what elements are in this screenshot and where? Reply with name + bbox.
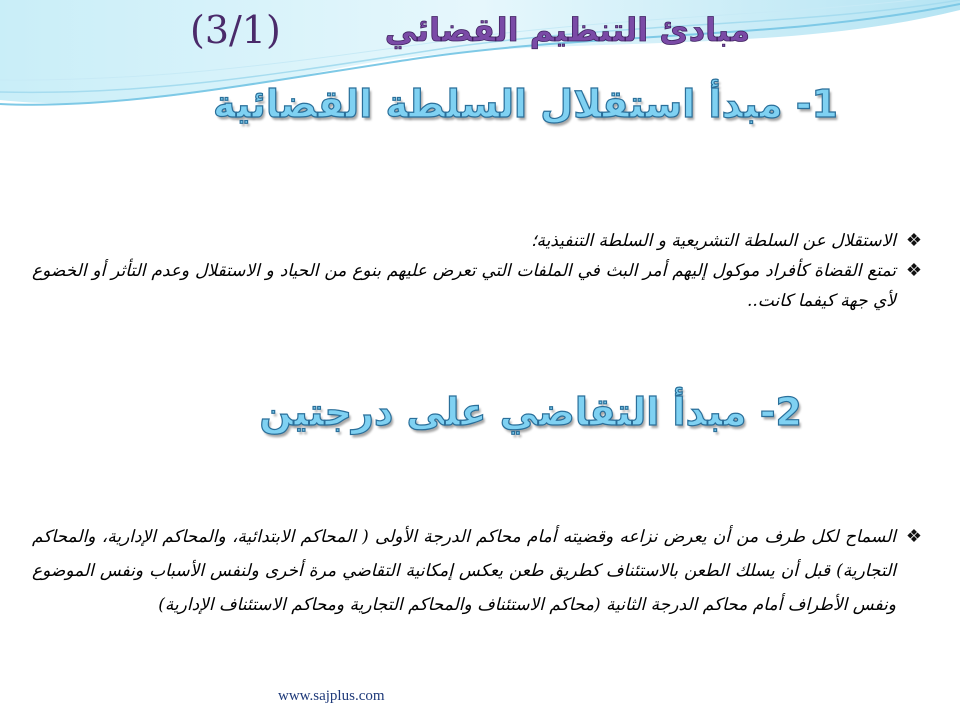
bullet-item [32, 226, 922, 256]
diamond-four-icon: ❖ [905, 526, 922, 547]
section-1-bullets [32, 226, 922, 316]
bullet-text: الاستقلال عن السلطة التشريعية و السلطة التنفيذية؛ [531, 231, 896, 251]
section-2-heading: 2- مبدأ التقاضي على درجتين [259, 390, 802, 434]
bullet-text: السماح لكل طرف من أن يعرض نزاعه وقضيته أمام محاكم الدرجة الأولى ( المحاكم الابتدائية، والمحاكم الإدارية، والمحاكم التجارية) قبل أن يسلك الطعن بالاستئناف كطريق طعن يعكس إمكانية التقاضي مرة أخرى ولنفس الأسباب ونفس الموضوع ونفس الأطراف أمام محاكم الدرجة الثانية (محاكم الاستئناف والمحاكم التجارية ومحاكم الاستئناف الإدارية) [32, 527, 896, 615]
diamond-four-icon: ❖ [905, 230, 922, 251]
section-2-bullets [32, 520, 922, 622]
slide-title [190, 4, 750, 56]
diamond-four-icon: ❖ [905, 260, 922, 281]
title-text: مبادئ التنظيم القضائي [384, 11, 750, 49]
bullet-item [32, 520, 922, 622]
title-number: (3/1) [190, 8, 281, 52]
bullet-text: تمتع القضاة كأفراد موكول إليهم أمر البث في الملفات التي تعرض عليهم بنوع من الحياد و الاستقلال وعدم التأثر أو الخضوع لأي جهة كيفما كانت.. [32, 261, 896, 311]
bullet-item [32, 256, 922, 316]
footer-url: www.sajplus.com [278, 688, 385, 704]
section-1-heading: 1- مبدأ استقلال السلطة القضائية [213, 82, 838, 126]
